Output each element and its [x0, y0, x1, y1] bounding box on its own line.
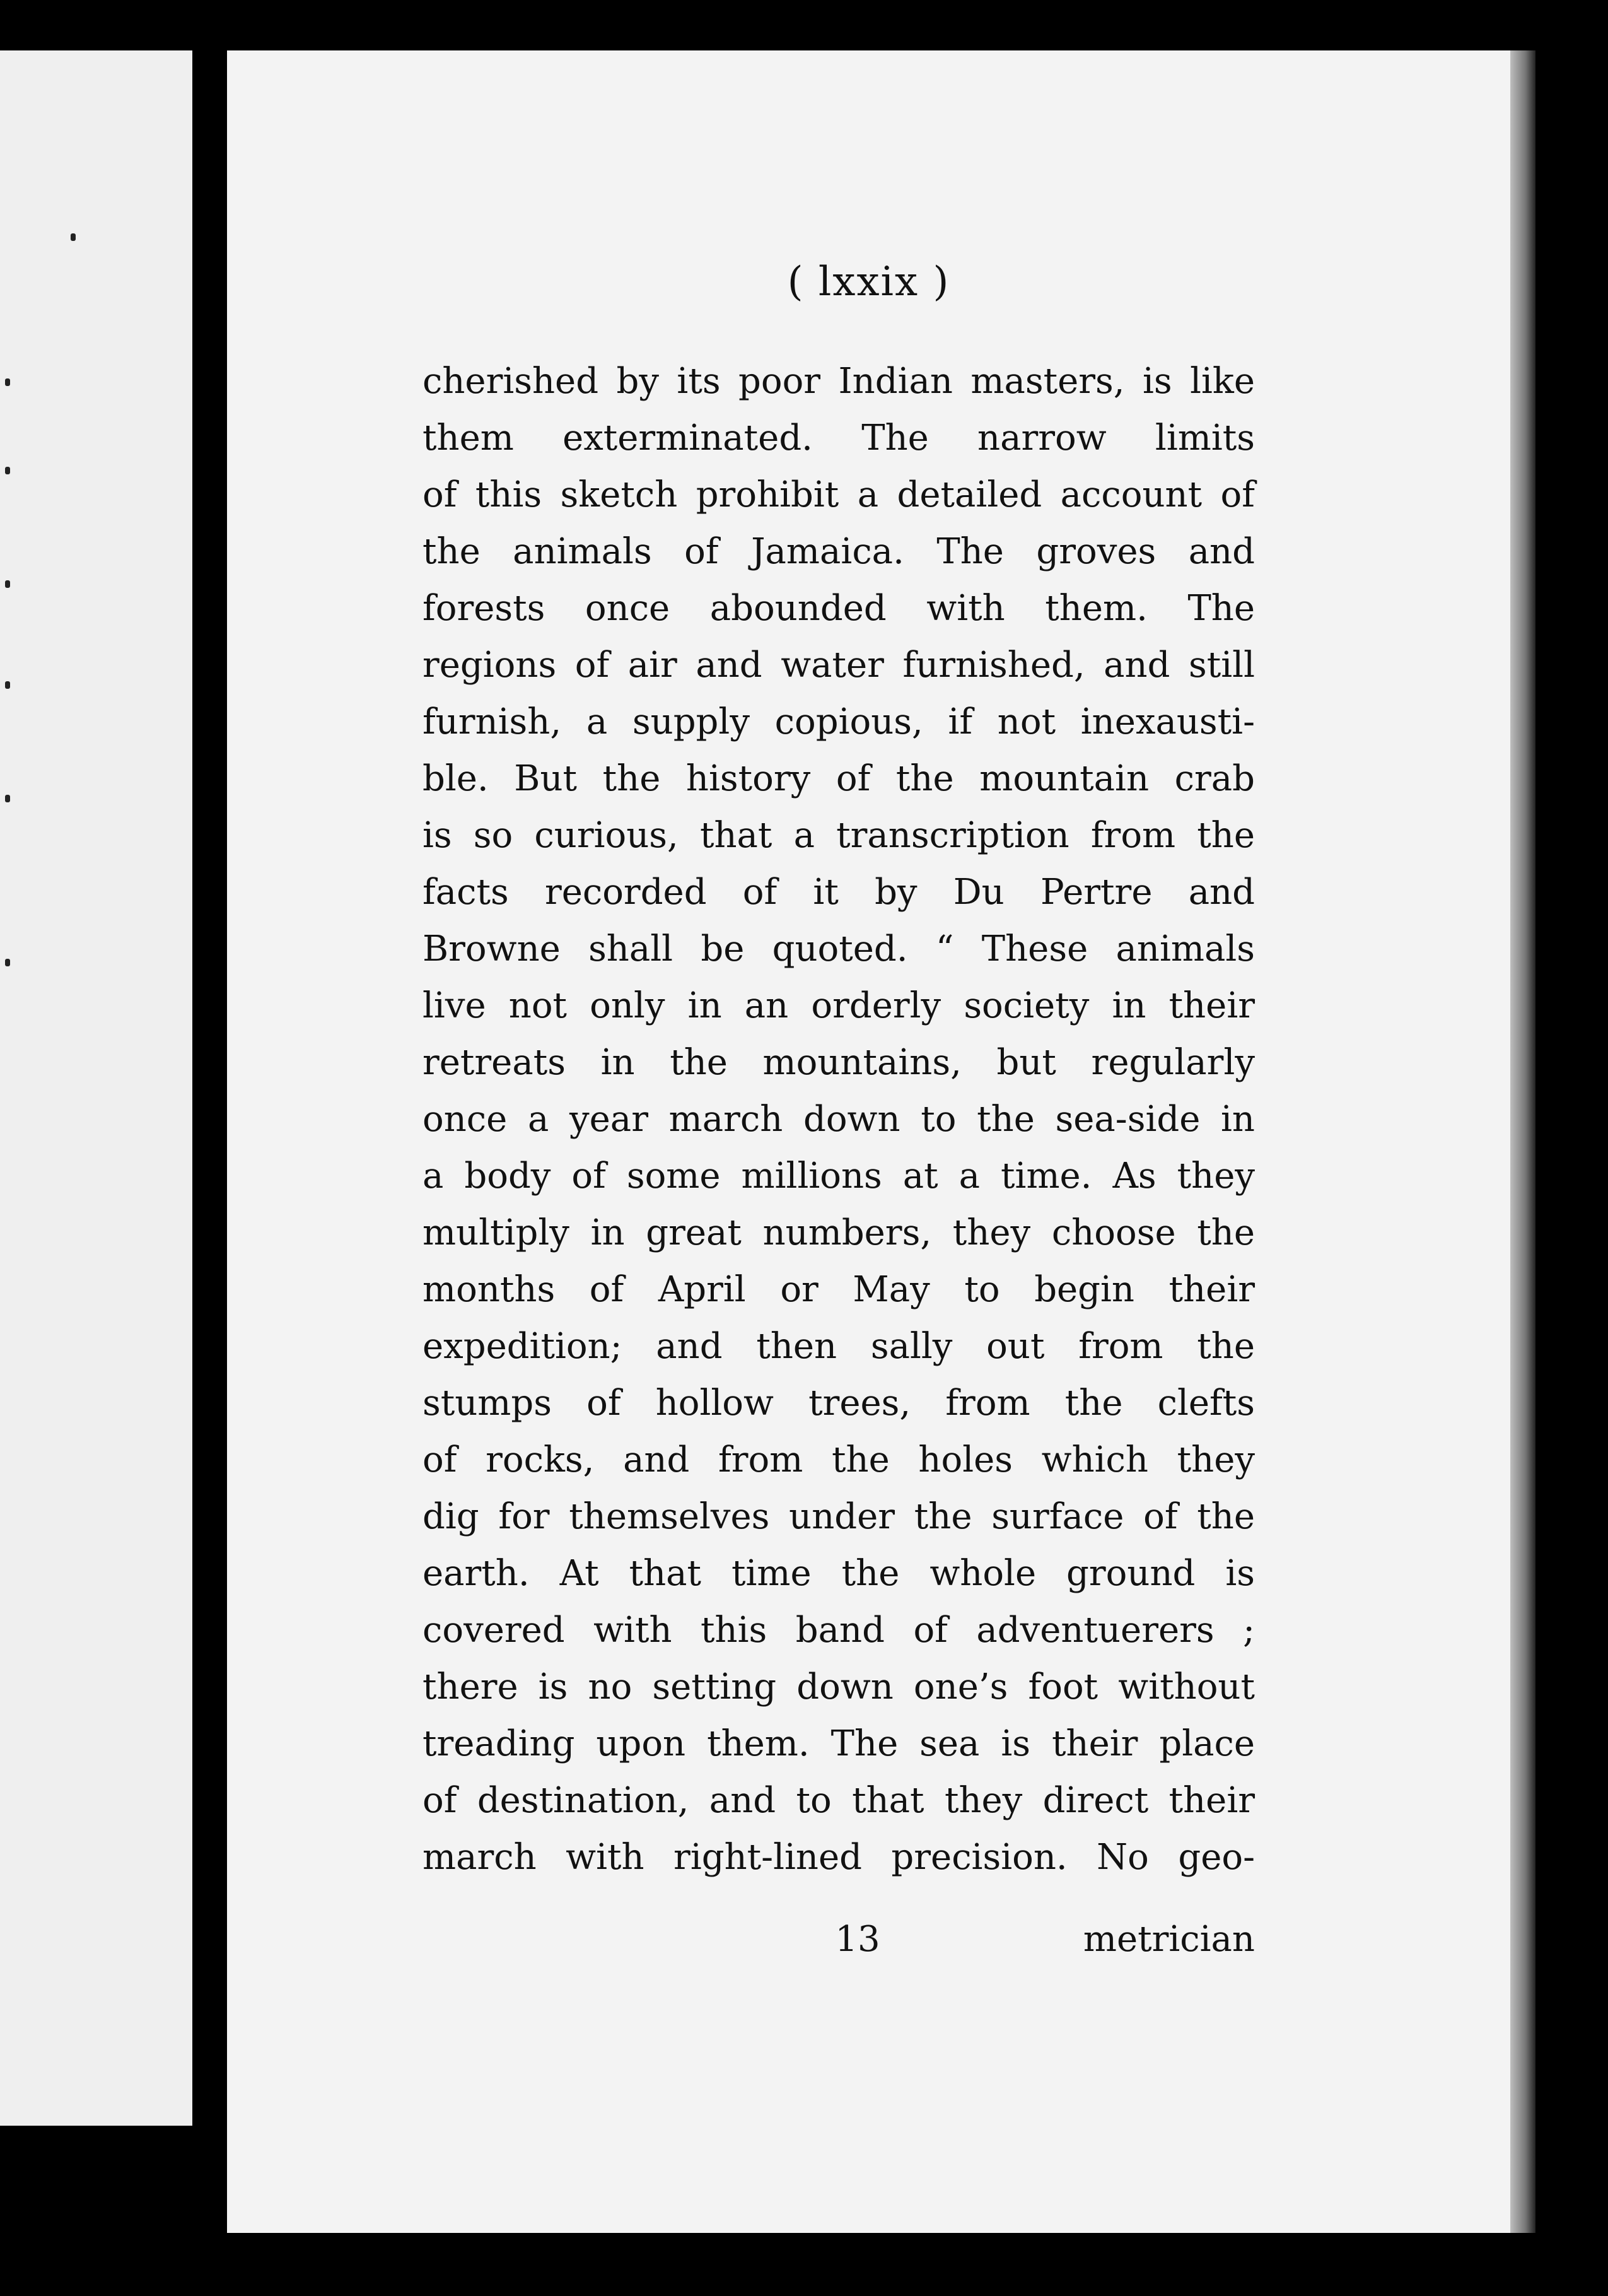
page-edge-shadow	[1510, 50, 1535, 2233]
signature-mark: 13	[835, 1919, 880, 1960]
text-line: of rocks, and from the holes which they	[422, 1439, 1255, 1480]
body-text	[422, 353, 1255, 1886]
page-header: ( lxxix )	[787, 259, 950, 305]
text-line: cherished by its poor Indian masters, is like	[422, 361, 1255, 402]
text-line: a body of some millions at a time. As they	[422, 1156, 1255, 1197]
text-line: facts recorded of it by Du Pertre and	[422, 872, 1255, 913]
ink-mark	[5, 795, 10, 802]
text-line: is so curious, that a transcription from the	[422, 815, 1255, 856]
text-line: months of April or May to begin their	[422, 1269, 1255, 1310]
text-line: retreats in the mountains, but regularly	[422, 1042, 1255, 1083]
ink-mark	[5, 580, 10, 588]
text-line: stumps of hollow trees, from the clefts	[422, 1383, 1255, 1424]
facing-page-edge	[0, 50, 192, 2126]
text-line: ble. But the history of the mountain crab	[422, 758, 1255, 799]
page-footer	[422, 1911, 1255, 1968]
text-line: dig for themselves under the surface of the	[422, 1496, 1255, 1537]
text-line: them exterminated. The narrow limits	[422, 418, 1255, 459]
text-line: furnish, a supply copious, if not inexausti-	[422, 701, 1255, 742]
ink-mark	[5, 681, 10, 689]
ink-mark	[5, 959, 10, 966]
text-line: Browne shall be quoted. “ These animals	[422, 928, 1255, 969]
ink-mark	[5, 378, 10, 386]
text-line: treading upon them. The sea is their place	[422, 1723, 1255, 1764]
text-line: multiply in great numbers, they choose the	[422, 1212, 1255, 1253]
ink-mark	[5, 467, 10, 474]
text-line: of this sketch prohibit a detailed account of	[422, 474, 1255, 515]
text-line: covered with this band of adventuerers ;	[422, 1610, 1255, 1651]
text-line: once a year march down to the sea-side in	[422, 1099, 1255, 1140]
text-line: expedition; and then sally out from the	[422, 1326, 1255, 1367]
text-line: of destination, and to that they direct their	[422, 1780, 1255, 1821]
ink-mark	[71, 233, 76, 241]
text-line: live not only in an orderly society in their	[422, 985, 1255, 1026]
catchword: metrician	[1083, 1919, 1255, 1960]
text-line: earth. At that time the whole ground is	[422, 1553, 1255, 1594]
text-line: there is no setting down one’s foot without	[422, 1666, 1255, 1707]
text-line: forests once abounded with them. The	[422, 588, 1255, 629]
text-line: march with right-lined precision. No geo-	[422, 1837, 1255, 1878]
text-line: regions of air and water furnished, and still	[422, 645, 1255, 686]
text-line: the animals of Jamaica. The groves and	[422, 531, 1255, 572]
